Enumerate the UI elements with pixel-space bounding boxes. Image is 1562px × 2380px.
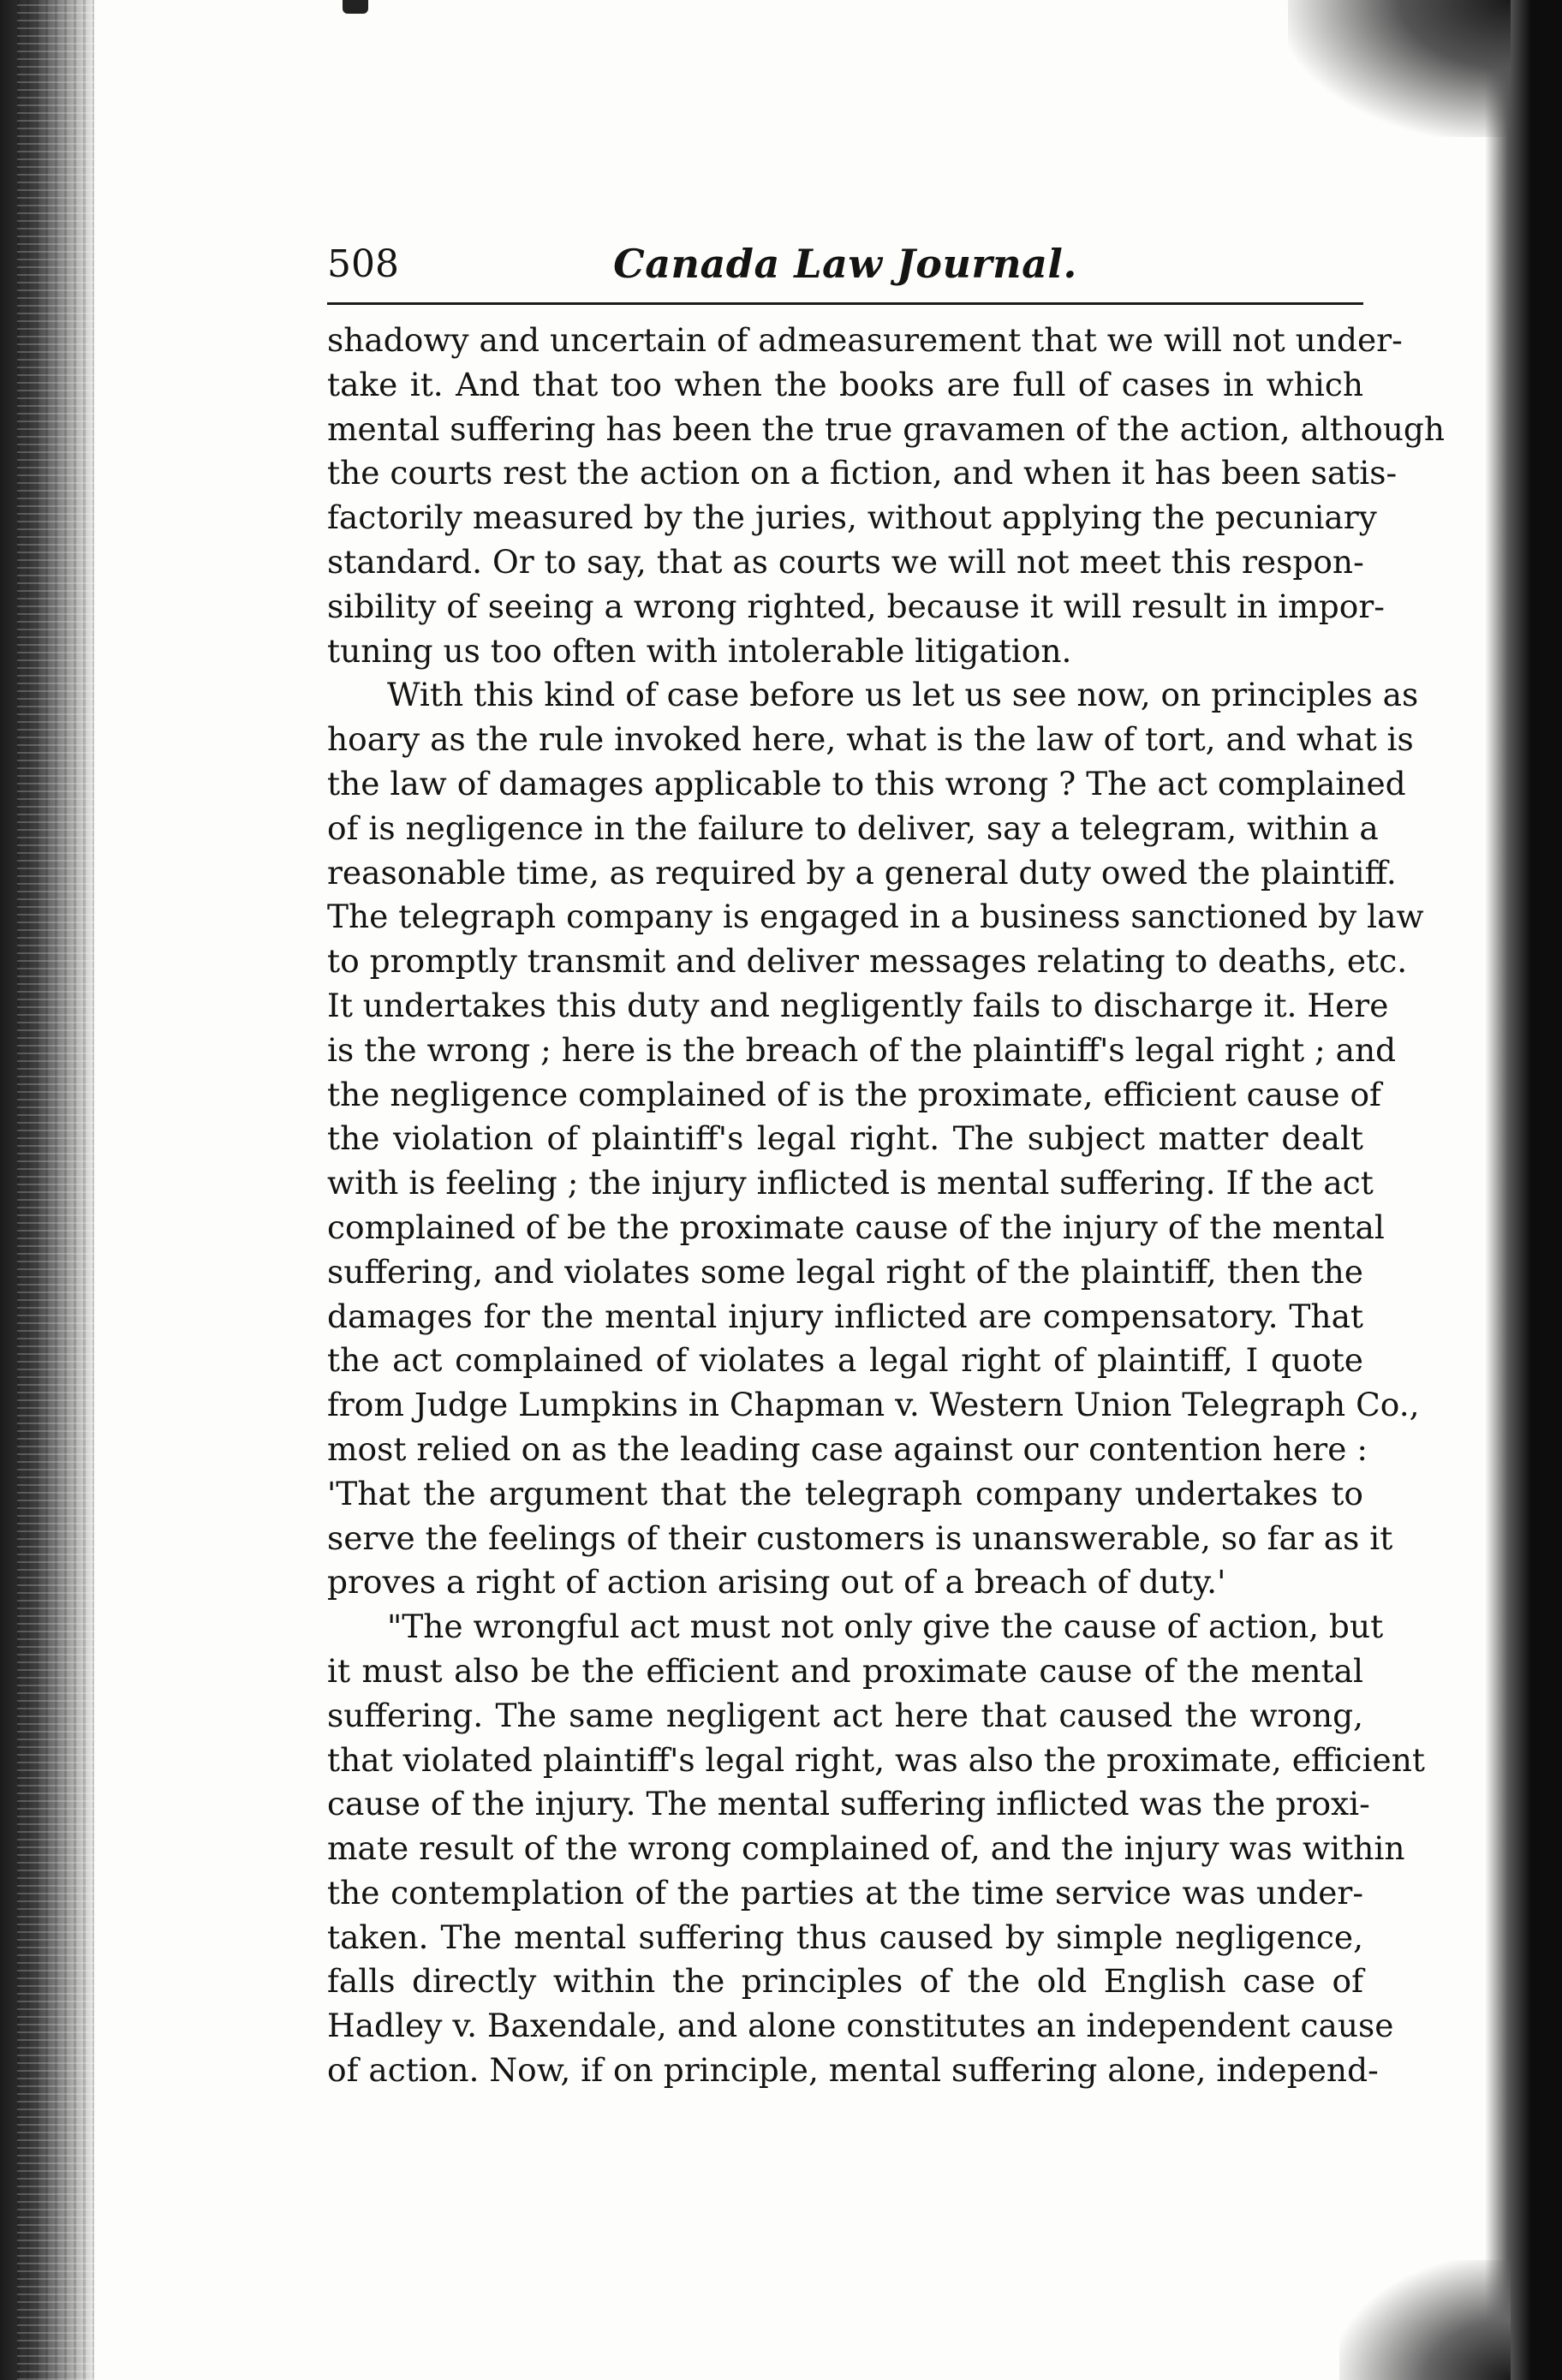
text-line: falls directly within the principles of the old English case of (327, 1962, 1363, 2001)
text-line: most relied on as the leading case against our contention here : (327, 1429, 1368, 1468)
text-line: tuning us too often with intolerable litigation. (327, 631, 1072, 670)
text-line: hoary as the rule invoked here, what is the law of tort, and what is (327, 720, 1414, 759)
text-line: from Judge Lumpkins in Chapman v. Western Union Telegraph Co., (327, 1386, 1420, 1424)
text-line: standard. Or to say, that as courts we will not meet this respon- (327, 542, 1364, 581)
text-line: shadowy and uncertain of admeasurement that we will not under- (327, 321, 1403, 359)
text-line: mate result of the wrong complained of, and the injury was within (327, 1829, 1405, 1868)
left-scan-speckle (17, 0, 94, 2380)
text-line: the act complained of violates a legal right of plaintiff, I quote (327, 1341, 1363, 1380)
text-line: the courts rest the action on a fiction, and when it has been satis- (327, 454, 1398, 492)
right-scan-edge (1485, 0, 1562, 2380)
text-line: cause of the injury. The mental suffering inflicted was the proxi- (327, 1785, 1370, 1823)
text-line: that violated plaintiff's legal right, was also the proximate, efficient (327, 1740, 1425, 1779)
text-line: the negligence complained of is the proximate, efficient cause of (327, 1075, 1381, 1113)
running-title: Canada Law Journal. (613, 241, 1077, 287)
text-line: of is negligence in the failure to deliver, say a telegram, within a (327, 808, 1379, 847)
text-line: to promptly transmit and deliver messages relating to deaths, etc. (327, 942, 1408, 981)
text-line: the law of damages applicable to this wrong ? The act complained (327, 764, 1406, 802)
text-line: of action. Now, if on principle, mental suffering alone, independ- (327, 2051, 1379, 2090)
text-line: "The wrongful act must not only give the cause of action, but (387, 1608, 1384, 1646)
text-line: With this kind of case before us let us see now, on principles as (387, 676, 1419, 714)
text-line: mental suffering has been the true gravamen of the action, although (327, 409, 1446, 448)
text-line: the contemplation of the parties at the time service was under- (327, 1873, 1363, 1912)
text-line: factorily measured by the juries, without applying the pecuniary (327, 498, 1377, 537)
page-content (327, 236, 1446, 2093)
text-line: taken. The mental suffering thus caused by simple negligence, (327, 1918, 1363, 1956)
text-line: damages for the mental injury inflicted are compensatory. That (327, 1297, 1363, 1335)
bottom-right-scan-shadow (1339, 2260, 1511, 2380)
text-line: take it. And that too when the books are full of cases in which (327, 365, 1363, 403)
paragraph (327, 319, 1446, 673)
text-line: is the wrong ; here is the breach of the plaintiff's legal right ; and (327, 1030, 1397, 1069)
text-line: sibility of seeing a wrong righted, because it will result in impor- (327, 587, 1385, 625)
paragraph (327, 1605, 1425, 2093)
text-line: serve the feelings of their customers is unanswerable, so far as it (327, 1518, 1393, 1557)
text-line: It undertakes this duty and negligently fails to discharge it. Here (327, 986, 1389, 1024)
page-number: 508 (327, 242, 399, 286)
text-line: 'That the argument that the telegraph company undertakes to (327, 1474, 1363, 1512)
page-header (327, 236, 1363, 305)
top-scan-mark (343, 0, 368, 14)
text-line: proves a right of action arising out of a breach of duty.' (327, 1563, 1226, 1602)
text-line: complained of be the proximate cause of the injury of the mental (327, 1208, 1385, 1246)
text-line: Hadley v. Baxendale, and alone constitutes an independent cause (327, 2007, 1394, 2045)
text-line: suffering, and violates some legal right of the plaintiff, then the (327, 1252, 1363, 1291)
paragraph (327, 673, 1424, 1605)
text-line: suffering. The same negligent act here that caused the wrong, (327, 1696, 1363, 1734)
text-line: it must also be the efficient and proximate cause of the mental (327, 1651, 1363, 1690)
text-line: with is feeling ; the injury inflicted is mental suffering. If the act (327, 1164, 1374, 1202)
text-line: reasonable time, as required by a general duty owed the plaintiff. (327, 853, 1397, 892)
body-text (327, 305, 1446, 2093)
text-line: The telegraph company is engaged in a business sanctioned by law (327, 898, 1424, 936)
top-right-scan-shadow (1288, 0, 1511, 137)
text-line: the violation of plaintiff's legal right. The subject matter dealt (327, 1119, 1363, 1158)
